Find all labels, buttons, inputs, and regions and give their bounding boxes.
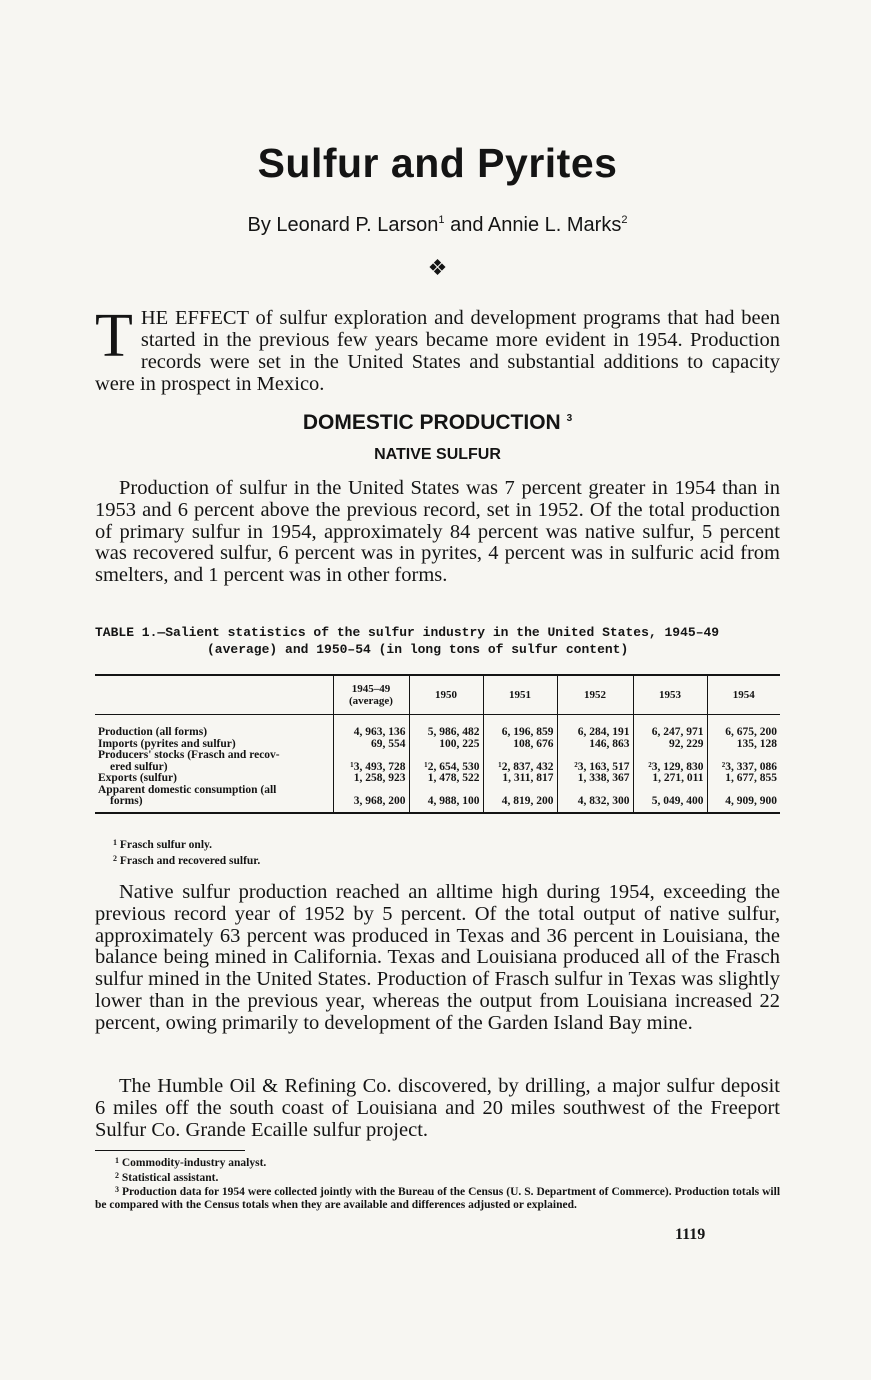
table-row [95, 785, 780, 813]
footnote: $^1$ Commodity-industry analyst. [115, 1156, 267, 1169]
table-caption-line-2: (average) and 1950–54 (in long tons of sulfur content) [207, 642, 629, 657]
paragraph-native-sulfur: Native sulfur production reached an alltime high during 1954, exceeding the previous record year of 1952 by 5 percent. Of the total output of native sulfur, approximately 63 percent was produced in Texas and 36 percent in Louisiana, the balance being mined in California. Texas and Louisiana produced all of the Frasch sulfur mined in the United States. Production of Frasch sulfur in Texas was slightly lower than in the previous year, whereas the output from Louisiana increased 22 percent, owing primarily to development of the Garden Island Bay mine. [95, 881, 780, 1034]
row-label: Imports (pyrites and sulfur) [98, 737, 236, 750]
table-cell: 135, 128 [707, 739, 780, 751]
table-cell: ²3, 129, 830 [633, 750, 707, 773]
footnote: $^2$ Statistical assistant. [115, 1170, 219, 1184]
table-cell: 5, 986, 482 [409, 715, 483, 739]
table-cell: 108, 676 [483, 739, 557, 751]
table-cell: 1, 271, 011 [633, 773, 707, 785]
table-cell: 1, 311, 817 [483, 773, 557, 785]
table-cell: 4, 963, 136 [333, 715, 409, 739]
paragraph-production: Production of sulfur in the United States was 7 percent greater in 1954 than in 1953 and 6 percent above the previous record, set in 1952. Of the total production of primary sulfur in 1954, approximately 84 percent was native sulfur, 5 percent was recovered sulfur, 6 percent was in pyrites, 4 percent was in sulfuric acid from smelters, and 1 percent was in other forms. [95, 477, 780, 587]
table-cell: 1, 677, 855 [707, 773, 780, 785]
table-cell: 6, 284, 191 [557, 715, 633, 739]
page-title: Sulfur and Pyrites [257, 140, 618, 186]
drop-cap: T [95, 302, 133, 370]
table-cell: 5, 049, 400 [633, 785, 707, 813]
table-cell: ²3, 337, 086 [707, 750, 780, 773]
row-label: Producers' stocks (Frasch and recov- ered sulfur) [98, 749, 280, 773]
subheading-native-sulfur: NATIVE SULFUR [374, 446, 501, 463]
table-row [95, 715, 780, 739]
table-cell: 1, 338, 367 [557, 773, 633, 785]
table-cell: 6, 675, 200 [707, 715, 780, 739]
intro-text: HE EFFECT of sulfur exploration and development programs that had been started in the previous few years became more evident in 1954. Production records were set in the United States and substantial additions to capacity were in prospect in Mexico. [95, 307, 780, 395]
row-label: Apparent domestic consumption (all forms) [95, 785, 333, 813]
table-cell: 6, 196, 859 [483, 715, 557, 739]
table-note: $^2$ Frasch and recovered sulfur. [113, 854, 261, 867]
table-cell: 100, 225 [409, 739, 483, 751]
table-cell: 1, 478, 522 [409, 773, 483, 785]
header-cell: 1950 [409, 675, 483, 715]
table-notes [113, 836, 773, 868]
table-cell: 6, 247, 971 [633, 715, 707, 739]
table-cell: 4, 988, 100 [409, 785, 483, 813]
table-cell: ¹2, 654, 530 [409, 750, 483, 773]
section-heading-domestic-production: DOMESTIC PRODUCTION $^3$ [302, 411, 573, 434]
footnotes [95, 1155, 780, 1211]
footnote: $^3$ Production data for 1954 were collected jointly with the Bureau of the Census (U. S. Department of Commerce). Production totals will be compared with the Census totals when they are available and differences adjusted or explained. [95, 1185, 781, 1211]
table-cell: ²3, 163, 517 [557, 750, 633, 773]
byline [95, 214, 780, 237]
table-note: $^1$ Frasch sulfur only. [113, 838, 212, 851]
author-1: By Leonard P. Larson [247, 214, 439, 236]
table-cell: 4, 909, 900 [707, 785, 780, 813]
table-row [95, 750, 780, 773]
table-caption-line-1: TABLE 1.—Salient statistics of the sulfur industry in the United States, 1945–49 [95, 625, 720, 640]
ornament-icon: ❖ [427, 255, 448, 280]
footnote-rule [95, 1150, 245, 1151]
table-cell: ¹3, 493, 728 [333, 750, 409, 773]
header-label-col [95, 675, 333, 715]
row-label: Production (all forms) [98, 726, 208, 738]
heading-footnote-mark: 3 [566, 413, 573, 424]
table-header-row [95, 675, 780, 715]
header-cell: 1954 [707, 675, 780, 715]
table-cell: 92, 229 [633, 739, 707, 751]
header-cell: 1951 [483, 675, 557, 715]
statistics-table [95, 674, 780, 814]
author-1-footnote-mark: 1 [438, 214, 445, 226]
author-2: and Annie L. Marks [450, 214, 622, 236]
table-cell: ¹2, 837, 432 [483, 750, 557, 773]
row-label: Exports (sulfur) [98, 772, 177, 784]
header-cell: 1945–49 (average) [333, 675, 409, 715]
paragraph-humble-oil: The Humble Oil & Refining Co. discovered, by drilling, a major sulfur deposit 6 miles off the south coast of Louisiana and 20 miles southwest of the Freeport Sulfur Co. Grande Ecaille sulfur project. [95, 1075, 780, 1141]
table-cell: 4, 819, 200 [483, 785, 557, 813]
table-cell: 146, 863 [557, 739, 633, 751]
author-2-footnote-mark: 2 [621, 214, 628, 226]
header-cell: 1952 [557, 675, 633, 715]
table-cell: 69, 554 [333, 739, 409, 751]
table-cell: 3, 968, 200 [333, 785, 409, 813]
table-cell: 1, 258, 923 [333, 773, 409, 785]
table-caption [95, 624, 780, 658]
header-cell: 1953 [633, 675, 707, 715]
table-cell: 4, 832, 300 [557, 785, 633, 813]
intro-paragraph [95, 302, 780, 395]
page-number: 1119 [675, 1226, 706, 1243]
